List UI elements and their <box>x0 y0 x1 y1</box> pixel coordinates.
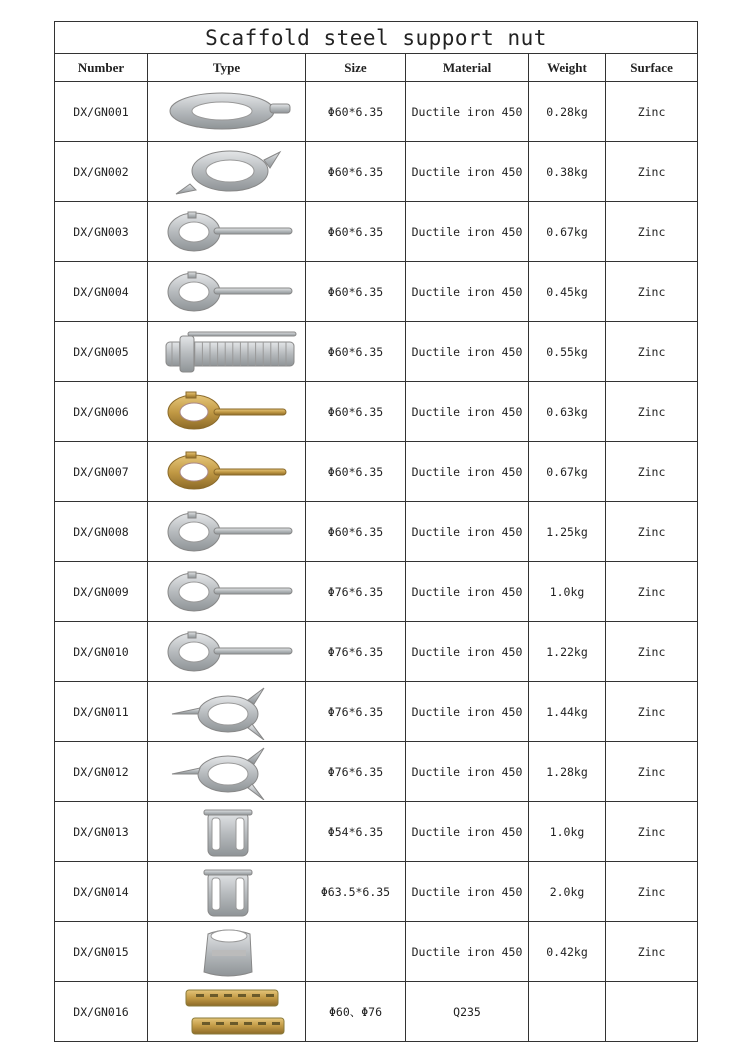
number-cell: DX/GN007 <box>55 442 148 502</box>
size-cell <box>306 922 406 982</box>
number-cell: DX/GN010 <box>55 622 148 682</box>
type-cell <box>148 742 306 802</box>
weight-cell: 1.0kg <box>529 802 606 862</box>
number-cell: DX/GN006 <box>55 382 148 442</box>
header-surface: Surface <box>606 54 698 82</box>
number-cell: DX/GN002 <box>55 142 148 202</box>
slotted-tube-icon <box>152 984 302 1040</box>
material-cell: Ductile iron 450 <box>406 562 529 622</box>
size-cell: Φ60*6.35 <box>306 82 406 142</box>
type-cell <box>148 82 306 142</box>
table-row <box>55 322 698 382</box>
material-cell: Ductile iron 450 <box>406 922 529 982</box>
table-row <box>55 262 698 322</box>
table-row <box>55 562 698 622</box>
type-cell <box>148 922 306 982</box>
flat-ring-nut-icon <box>152 84 302 140</box>
material-cell: Ductile iron 450 <box>406 742 529 802</box>
size-cell: Φ60、Φ76 <box>306 982 406 1042</box>
weight-cell: 1.22kg <box>529 622 606 682</box>
surface-cell: Zinc <box>606 202 698 262</box>
type-cell <box>148 322 306 382</box>
sleeve-nut-icon <box>152 864 302 920</box>
surface-cell: Zinc <box>606 922 698 982</box>
type-cell <box>148 682 306 742</box>
number-cell: DX/GN008 <box>55 502 148 562</box>
handle-nut-icon <box>152 204 302 260</box>
material-cell: Ductile iron 450 <box>406 502 529 562</box>
type-cell <box>148 502 306 562</box>
material-cell: Ductile iron 450 <box>406 382 529 442</box>
sleeve-nut-icon <box>152 804 302 860</box>
weight-cell: 1.0kg <box>529 562 606 622</box>
table-row <box>55 202 698 262</box>
header-type: Type <box>148 54 306 82</box>
number-cell: DX/GN003 <box>55 202 148 262</box>
type-cell <box>148 802 306 862</box>
type-cell <box>148 622 306 682</box>
weight-cell: 0.67kg <box>529 442 606 502</box>
size-cell: Φ60*6.35 <box>306 442 406 502</box>
size-cell: Φ60*6.35 <box>306 202 406 262</box>
threaded-tube-nut-icon <box>152 324 302 380</box>
table-row <box>55 922 698 982</box>
cup-nut-icon <box>152 924 302 980</box>
table-row <box>55 622 698 682</box>
surface-cell: Zinc <box>606 562 698 622</box>
size-cell: Φ76*6.35 <box>306 562 406 622</box>
type-cell <box>148 202 306 262</box>
surface-cell: Zinc <box>606 142 698 202</box>
three-wing-nut-icon <box>152 684 302 740</box>
weight-cell: 0.38kg <box>529 142 606 202</box>
material-cell: Ductile iron 450 <box>406 82 529 142</box>
number-cell: DX/GN004 <box>55 262 148 322</box>
number-cell: DX/GN014 <box>55 862 148 922</box>
title-row <box>55 22 698 54</box>
material-cell: Ductile iron 450 <box>406 142 529 202</box>
number-cell: DX/GN005 <box>55 322 148 382</box>
size-cell: Φ60*6.35 <box>306 322 406 382</box>
surface-cell: Zinc <box>606 382 698 442</box>
material-cell: Ductile iron 450 <box>406 322 529 382</box>
table-title: Scaffold steel support nut <box>55 22 698 54</box>
table-row <box>55 382 698 442</box>
type-cell <box>148 382 306 442</box>
size-cell: Φ54*6.35 <box>306 802 406 862</box>
handle-nut-icon <box>152 264 302 320</box>
weight-cell: 0.67kg <box>529 202 606 262</box>
surface-cell: Zinc <box>606 862 698 922</box>
table-row <box>55 442 698 502</box>
handle-nut-icon <box>152 504 302 560</box>
material-cell: Ductile iron 450 <box>406 862 529 922</box>
surface-cell: Zinc <box>606 322 698 382</box>
header-material: Material <box>406 54 529 82</box>
handle-nut-icon <box>152 624 302 680</box>
table-row <box>55 502 698 562</box>
number-cell: DX/GN001 <box>55 82 148 142</box>
weight-cell: 2.0kg <box>529 862 606 922</box>
handle-nut-gold-icon <box>152 384 302 440</box>
size-cell: Φ60*6.35 <box>306 142 406 202</box>
type-cell <box>148 262 306 322</box>
material-cell: Ductile iron 450 <box>406 442 529 502</box>
number-cell: DX/GN015 <box>55 922 148 982</box>
type-cell <box>148 442 306 502</box>
size-cell: Φ63.5*6.35 <box>306 862 406 922</box>
material-cell: Ductile iron 450 <box>406 622 529 682</box>
surface-cell: Zinc <box>606 502 698 562</box>
weight-cell: 1.25kg <box>529 502 606 562</box>
header-row <box>55 54 698 82</box>
number-cell: DX/GN013 <box>55 802 148 862</box>
size-cell: Φ76*6.35 <box>306 682 406 742</box>
table-row <box>55 82 698 142</box>
surface-cell: Zinc <box>606 262 698 322</box>
material-cell: Q235 <box>406 982 529 1042</box>
table-row <box>55 142 698 202</box>
table-row <box>55 862 698 922</box>
size-cell: Φ76*6.35 <box>306 742 406 802</box>
size-cell: Φ76*6.35 <box>306 622 406 682</box>
number-cell: DX/GN009 <box>55 562 148 622</box>
number-cell: DX/GN011 <box>55 682 148 742</box>
size-cell: Φ60*6.35 <box>306 262 406 322</box>
table-row <box>55 802 698 862</box>
size-cell: Φ60*6.35 <box>306 382 406 442</box>
header-number: Number <box>55 54 148 82</box>
surface-cell <box>606 982 698 1042</box>
product-table <box>54 21 698 1042</box>
weight-cell: 0.45kg <box>529 262 606 322</box>
handle-nut-gold-icon <box>152 444 302 500</box>
type-cell <box>148 862 306 922</box>
wing-nut-icon <box>152 144 302 200</box>
weight-cell: 0.42kg <box>529 922 606 982</box>
type-cell <box>148 982 306 1042</box>
weight-cell: 0.28kg <box>529 82 606 142</box>
surface-cell: Zinc <box>606 682 698 742</box>
table-row <box>55 682 698 742</box>
material-cell: Ductile iron 450 <box>406 802 529 862</box>
spec-sheet <box>54 21 697 1042</box>
header-size: Size <box>306 54 406 82</box>
weight-cell <box>529 982 606 1042</box>
table-body <box>55 82 698 1042</box>
weight-cell: 1.44kg <box>529 682 606 742</box>
surface-cell: Zinc <box>606 802 698 862</box>
type-cell <box>148 562 306 622</box>
three-wing-nut-icon <box>152 744 302 800</box>
surface-cell: Zinc <box>606 622 698 682</box>
size-cell: Φ60*6.35 <box>306 502 406 562</box>
weight-cell: 0.55kg <box>529 322 606 382</box>
surface-cell: Zinc <box>606 442 698 502</box>
surface-cell: Zinc <box>606 742 698 802</box>
table-row <box>55 742 698 802</box>
weight-cell: 1.28kg <box>529 742 606 802</box>
table-row <box>55 982 698 1042</box>
surface-cell: Zinc <box>606 82 698 142</box>
type-cell <box>148 142 306 202</box>
weight-cell: 0.63kg <box>529 382 606 442</box>
number-cell: DX/GN012 <box>55 742 148 802</box>
header-weight: Weight <box>529 54 606 82</box>
number-cell: DX/GN016 <box>55 982 148 1042</box>
material-cell: Ductile iron 450 <box>406 262 529 322</box>
material-cell: Ductile iron 450 <box>406 202 529 262</box>
handle-nut-icon <box>152 564 302 620</box>
material-cell: Ductile iron 450 <box>406 682 529 742</box>
